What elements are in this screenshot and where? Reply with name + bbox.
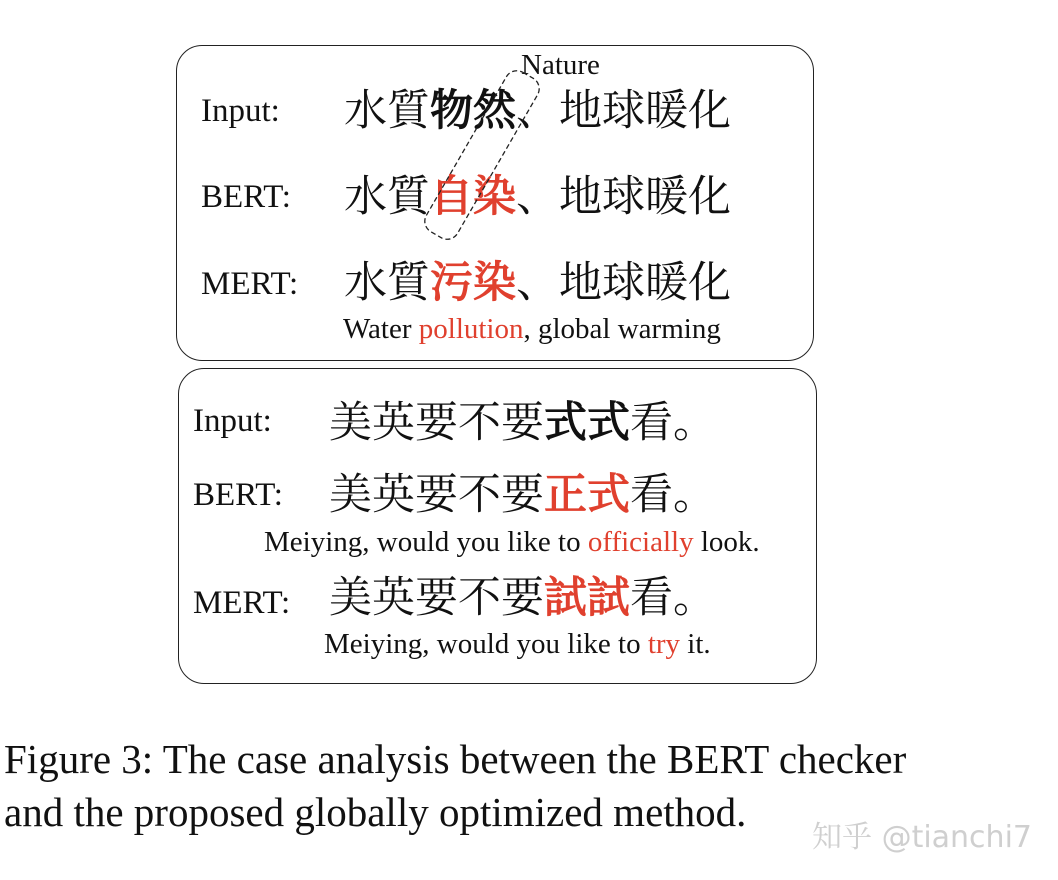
caption-line-2: and the proposed globally optimized method. — [4, 789, 747, 835]
segment-error: 式式 — [544, 398, 630, 448]
segment-normal: 美英要不要 — [329, 470, 544, 520]
row-text-mert-2 — [329, 573, 716, 623]
caption-line-1: Figure 3: The case analysis between the BERT checker — [4, 736, 907, 782]
row-label-mert-1: MERT: — [201, 266, 299, 302]
segment-error: 物然 — [430, 86, 516, 136]
translation-highlight: officially — [587, 526, 694, 558]
segment-normal: 、地球暖化 — [516, 172, 731, 222]
row-text-input-2 — [329, 398, 716, 448]
translation-text: Meiying, would you like to — [324, 628, 648, 660]
segment-normal: 水質 — [344, 258, 430, 308]
row-text-bert-1 — [344, 172, 731, 222]
row-text-input-1 — [344, 86, 731, 136]
row-label-input-1: Input: — [201, 93, 280, 129]
segment-normal: 看。 — [630, 573, 716, 623]
translation-2-mert — [324, 628, 711, 661]
row-label-bert-1: BERT: — [201, 179, 291, 215]
translation-highlight: pollution — [418, 313, 524, 345]
translation-text: Meiying, would you like to — [264, 526, 588, 558]
segment-correction: 自染 — [430, 172, 516, 222]
translation-highlight: try — [647, 628, 681, 660]
translation-text: it. — [680, 628, 711, 660]
segment-correction: 試試 — [544, 573, 630, 623]
segment-normal: 、地球暖化 — [516, 86, 731, 136]
segment-normal: 看。 — [630, 398, 716, 448]
translation-text: look. — [693, 526, 760, 558]
segment-correction: 正式 — [544, 470, 630, 520]
segment-normal: 水質 — [344, 86, 430, 136]
annotation-nature: Nature — [521, 49, 600, 81]
segment-normal: 水質 — [344, 172, 430, 222]
row-text-bert-2 — [329, 470, 716, 520]
translation-1 — [343, 313, 721, 346]
segment-normal: 看。 — [630, 470, 716, 520]
segment-normal: 、地球暖化 — [516, 258, 731, 308]
segment-correction: 污染 — [430, 258, 516, 308]
row-label-mert-2: MERT: — [193, 585, 291, 621]
translation-2-bert — [264, 526, 760, 559]
row-text-mert-1 — [344, 258, 731, 308]
row-label-bert-2: BERT: — [193, 477, 283, 513]
row-label-input-2: Input: — [193, 403, 272, 439]
translation-text: , global warming — [523, 313, 721, 345]
translation-text: Water — [343, 313, 419, 345]
watermark: 知乎 @tianchi7 — [812, 820, 1032, 855]
segment-normal: 美英要不要 — [329, 398, 544, 448]
segment-normal: 美英要不要 — [329, 573, 544, 623]
